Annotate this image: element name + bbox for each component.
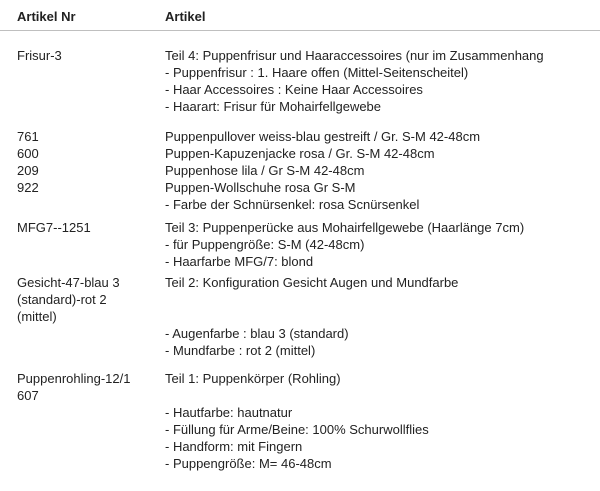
artikel-detail-line: - Haarfarbe MFG/7: blond (165, 254, 314, 269)
artikel-detail-line: - Farbe der Schnürsenkel: rosa Scnürsenkel (165, 197, 420, 212)
artikel-nr-cell: Puppenrohling-12/1 (17, 371, 131, 386)
artikel-nr-cell: (standard)-rot 2 (17, 292, 107, 307)
artikel-detail-line: - Puppenfrisur : 1. Haare offen (Mittel-Seitenscheitel) (165, 65, 469, 80)
artikel-cell: Puppenhose lila / Gr S-M 42-48cm (165, 163, 365, 178)
artikel-nr-cell: 600 (17, 146, 39, 161)
artikel-detail-line: - Augenfarbe : blau 3 (standard) (165, 326, 349, 341)
artikel-nr-cell: 761 (17, 129, 39, 144)
artikel-detail-line: - Handform: mit Fingern (165, 439, 303, 454)
artikel-cell: Teil 2: Konfiguration Gesicht Augen und Mundfarbe (165, 275, 459, 290)
artikel-cell: Teil 4: Puppenfrisur und Haaraccessoires (nur im Zusammenhang (165, 48, 544, 63)
artikel-detail-line: - Hautfarbe: hautnatur (165, 405, 293, 420)
artikel-detail-line: - Mundfarbe : rot 2 (mittel) (165, 343, 316, 358)
artikel-nr-cell: MFG7--1251 (17, 220, 91, 235)
artikel-nr-cell: 607 (17, 388, 39, 403)
artikel-cell: Teil 1: Puppenkörper (Rohling) (165, 371, 341, 386)
artikel-cell: Puppenpullover weiss-blau gestreift / Gr. S-M 42-48cm (165, 129, 481, 144)
header-artikel: Artikel (165, 9, 206, 24)
header-divider (0, 30, 600, 31)
artikel-cell: Teil 3: Puppenperücke aus Mohairfellgewebe (Haarlänge 7cm) (165, 220, 525, 235)
artikel-nr-cell: Frisur-3 (17, 48, 62, 63)
artikel-detail-line: - Füllung für Arme/Beine: 100% Schurwollflies (165, 422, 429, 437)
artikel-detail-line: - Puppengröße: M= 46-48cm (165, 456, 332, 471)
artikel-detail-line: - für Puppengröße: S-M (42-48cm) (165, 237, 365, 252)
artikel-nr-cell: 209 (17, 163, 39, 178)
artikel-detail-line: - Haarart: Frisur für Mohairfellgewebe (165, 99, 382, 114)
artikel-cell: Puppen-Kapuzenjacke rosa / Gr. S-M 42-48cm (165, 146, 435, 161)
header-artikel-nr: Artikel Nr (17, 9, 76, 24)
artikel-nr-cell: 922 (17, 180, 39, 195)
artikel-cell: Puppen-Wollschuhe rosa Gr S-M (165, 180, 356, 195)
artikel-nr-cell: (mittel) (17, 309, 57, 324)
artikel-detail-line: - Haar Accessoires : Keine Haar Accessoires (165, 82, 423, 97)
artikel-nr-cell: Gesicht-47-blau 3 (17, 275, 120, 290)
